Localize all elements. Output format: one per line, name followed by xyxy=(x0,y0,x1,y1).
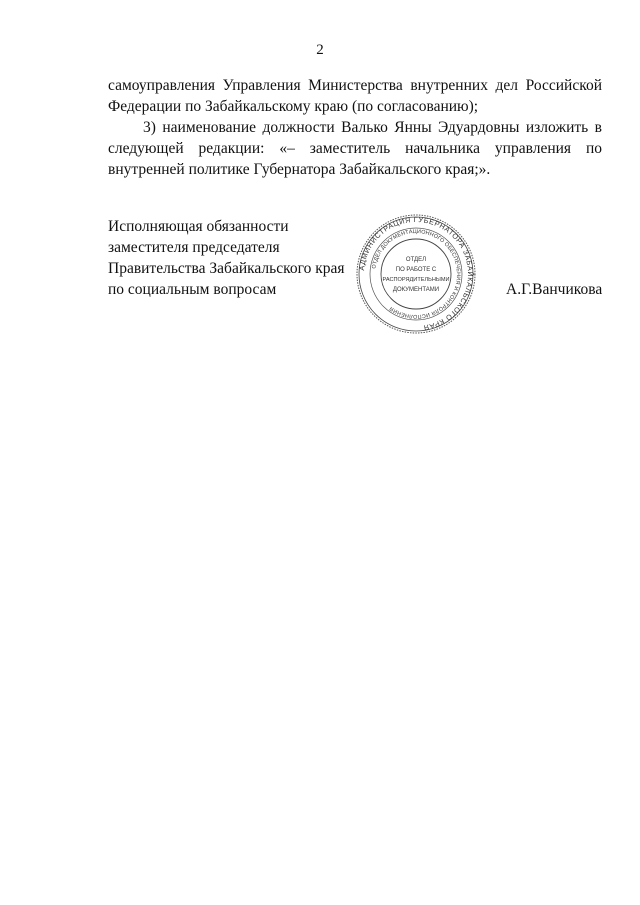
signature-title-line-2: заместителя председателя xyxy=(108,239,280,256)
official-seal-stamp xyxy=(355,213,477,335)
body-text xyxy=(108,75,602,180)
paragraph-1 xyxy=(108,75,602,117)
seal-center-line-4: ДОКУМЕНТАМИ xyxy=(392,287,440,293)
seal-icon xyxy=(355,213,477,335)
signer-name: А.Г.Ванчикова xyxy=(506,281,603,298)
signature-title-line-4: по социальным вопросам xyxy=(108,281,277,298)
paragraph-1-line-2: Федерации по Забайкальскому краю (по согласованию); xyxy=(108,98,479,115)
signature-title-line-3: Правительства Забайкальского края xyxy=(108,260,345,277)
signature-title-line-1: Исполняющая обязанности xyxy=(108,218,289,235)
seal-inner-text: ОТДЕЛ ДОКУМЕНТАЦИОННОГО ОБЕСПЕЧЕНИЯ И КОНТРОЛЯ ИСПОЛНЕНИЯ xyxy=(371,228,462,320)
seal-center-line-2: ПО РАБОТЕ С xyxy=(395,267,437,273)
signature-title xyxy=(108,216,345,300)
seal-center-line-3: РАСПОРЯДИТЕЛЬНЫМИ xyxy=(382,277,450,283)
paragraph-1-line-1: самоуправления Управления Министерства внутренних дел Российской xyxy=(108,77,602,94)
paragraph-2-line-1: 3) наименование должности Валько Янны Эдуардовны изложить в xyxy=(143,119,602,136)
page-number: 2 xyxy=(316,42,324,58)
seal-center-line-1: ОТДЕЛ xyxy=(405,257,427,263)
paragraph-2-line-3: политике Губернатора Забайкальского края;». xyxy=(188,161,491,178)
seal-outer-text: АДМИНИСТРАЦИЯ ГУБЕРНАТОРА ЗАБАЙКАЛЬСКОГО КРАЯ xyxy=(357,214,476,333)
paragraph-2 xyxy=(108,117,602,180)
paragraph-2-line-2: следующей редакции: «– заместитель начальника управления по внутренней xyxy=(108,140,602,178)
